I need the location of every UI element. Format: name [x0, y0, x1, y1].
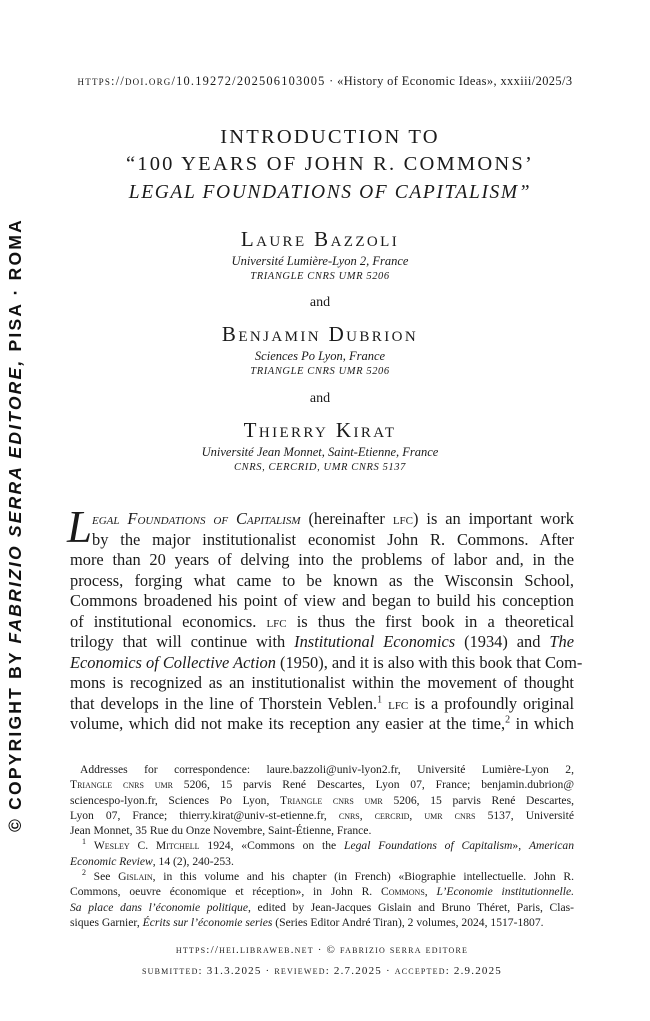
author-name: Thierry Kirat	[243, 418, 397, 442]
footer-publisher-line: https://hei.libraweb.net · © fabrizio serra editore	[175, 944, 469, 956]
author-affiliation: Sciences Po Lyon, France	[254, 349, 386, 363]
author-separator: and	[309, 295, 331, 310]
doi-link[interactable]: https://doi.org/10.19272/202506103005	[77, 74, 326, 88]
copyright-publisher: FABRIZIO SERRA EDITORE,	[5, 358, 25, 644]
copyright-side-banner	[5, 182, 29, 832]
footnote-line: sciencespo-lyon.fr, Sciences Po Lyon, Triangle cnrs umr 5206, 15 parvis René Descartes,	[70, 793, 574, 807]
article-title-line-1: INTRODUCTION TO	[220, 126, 440, 148]
header-separator: ·	[325, 74, 338, 88]
body-line: Commons broadened his point of view and began to build his conception	[70, 591, 574, 610]
body-line: Economics of Collective Action (1950), and it is also with this book that Com-	[70, 652, 583, 672]
article-title-line-3: LEGAL FOUNDATIONS OF CAPITALISM”	[128, 182, 532, 203]
body-line: more than 20 years of delving into the problems of labor and, in the	[70, 550, 574, 569]
author-affiliation: Université Jean Monnet, Saint-Etienne, France	[201, 445, 439, 459]
footnote-line: siques Garnier, Écrits sur l’économie series (Series Editor André Tiran), 2 volumes, 2024, 1517-1807.	[70, 915, 544, 929]
author-lab: TRIANGLE CNRS UMR 5206	[250, 366, 390, 377]
copyright-suffix: PISA · ROMA	[5, 218, 25, 352]
body-line: that develops in the line of Thorstein Veblen.$^1$ lfc is a profoundly original	[70, 693, 574, 713]
journal-citation: «History of Economic Ideas», xxxiii/2025/3	[337, 74, 573, 88]
body-line: egal Foundations of Capitalism (hereinafter lfc) is an important work	[92, 509, 574, 528]
footnote-ref[interactable]: 1	[377, 694, 383, 706]
footnote-line: Economic Review, 14 (2), 240-253.	[70, 854, 234, 868]
footnote-1: $^1$ Wesley C. Mitchell 1924, «Commons on the Legal Foundations of Capitalism», American	[82, 837, 575, 853]
article-title-line-2: “100 YEARS OF JOHN R. COMMONS’	[125, 153, 535, 175]
footnote-line: Lyon 07, France; thierry.kirat@univ-st-etienne.fr, cnrs, cercrid, umr cnrs 5137, Université	[70, 808, 574, 822]
footnote-line: Jean Monnet, 35 Rue du Onze Novembre, Saint-Étienne, France.	[70, 824, 372, 838]
running-header	[70, 74, 580, 89]
author-name: Laure Bazzoli	[240, 227, 400, 251]
author-lab: TRIANGLE CNRS UMR 5206	[250, 271, 390, 282]
footer-dates-line: submitted: 31.3.2025 · reviewed: 2.7.2025 · accepted: 2.9.2025	[141, 965, 503, 977]
footnote-2: $^2$ See Gislain, in this volume and his chapter (in French) «Biographie intellectuelle. John R.	[82, 868, 575, 884]
body-line: volume, which did not make its reception any easier at the time,$^2$ in which	[70, 714, 574, 733]
body-line: mons is recognized as an institutionalist within the movement of thought	[70, 673, 574, 692]
footnote-line: Triangle cnrs umr 5206, 15 parvis René Descartes, Lyon 07, France; benjamin.dubrion@	[70, 778, 574, 792]
drop-cap: L	[67, 502, 93, 552]
footnote-line: Addresses for correspondence: laure.bazzoli@univ-lyon2.fr, Université Lumière-Lyon 2,	[80, 763, 574, 776]
body-paragraph	[67, 502, 583, 735]
footnote-ref[interactable]: 2	[505, 714, 511, 726]
body-line: by the major institutionalist economist John R. Commons. After	[92, 529, 574, 549]
footnote-line: Commons, oeuvre économique et réception», in John R. Commons, L’Economie institutionnelle.	[70, 885, 575, 899]
footnotes	[70, 762, 574, 930]
copyright-symbol: ©	[5, 816, 25, 832]
author-separator: and	[309, 391, 331, 406]
body-line: trilogy that will continue with Institutional Economics (1934) and The	[70, 632, 574, 651]
author-lab: CNRS, CERCRID, UMR CNRS 5137	[234, 462, 406, 473]
body-line: process, forging what came to be known as the Wisconsin School,	[70, 570, 574, 590]
author-name: Benjamin Dubrion	[221, 322, 419, 346]
body-line: of institutional economics. lfc is thus the first book in a theoretical	[70, 611, 575, 631]
copyright-prefix: COPYRIGHT BY	[5, 650, 25, 810]
author-affiliation: Université Lumière-Lyon 2, France	[231, 254, 409, 268]
footnote-line: Sa place dans l’économie politique, edited by Jean-Jacques Gislain and Bruno Théret, Paris, Clas-	[70, 900, 575, 914]
